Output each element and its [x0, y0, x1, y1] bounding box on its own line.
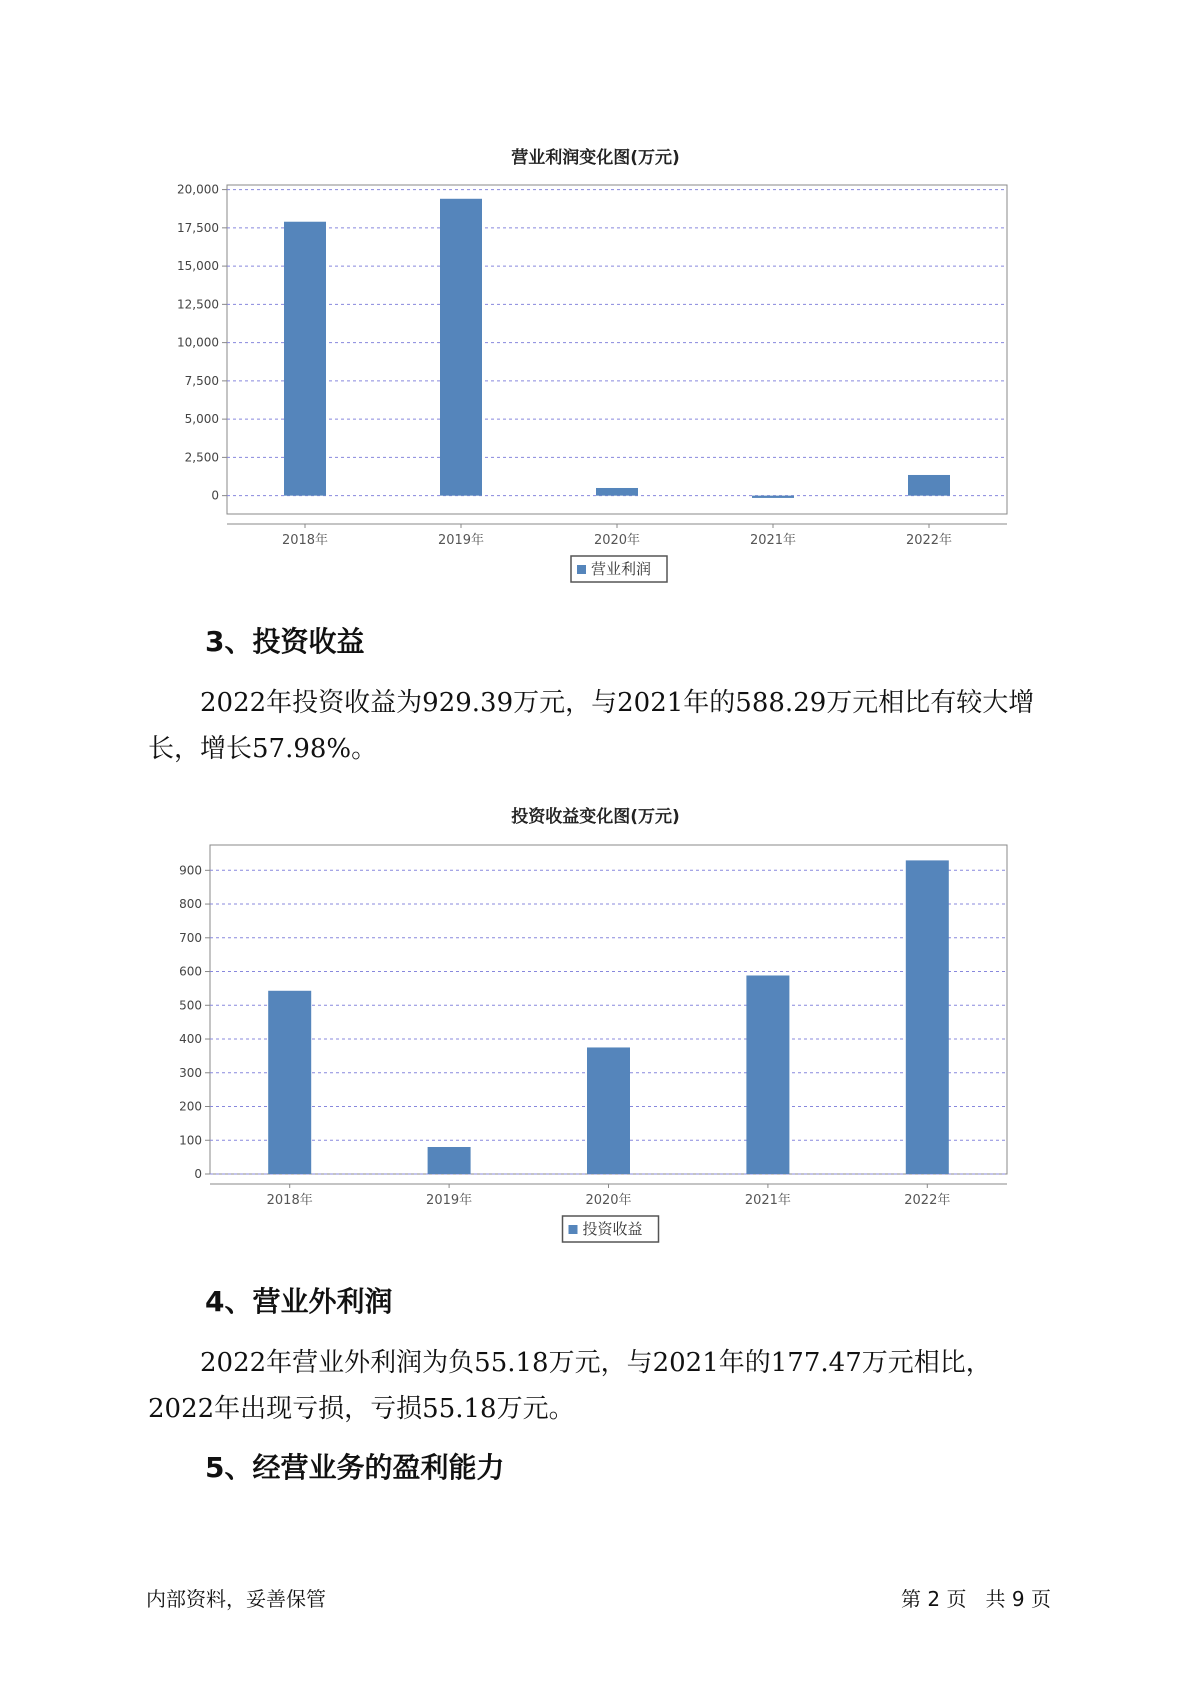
chart1-title: 营业利润变化图(万元) — [511, 148, 680, 168]
chart2-title: 投资收益变化图(万元) — [511, 807, 680, 827]
y-tick-label: 500 — [179, 998, 202, 1013]
y-tick-label: 300 — [179, 1065, 202, 1080]
y-tick-label: 12,500 — [177, 297, 219, 312]
bar — [268, 991, 311, 1174]
y-tick-label: 2,500 — [184, 450, 219, 465]
bar — [428, 1147, 471, 1174]
y-tick-label: 0 — [211, 488, 219, 503]
section-3-heading: 3、投资收益 — [205, 625, 365, 658]
x-tick-label: 2019年 — [426, 1193, 473, 1208]
y-tick-label: 600 — [179, 964, 202, 979]
footer-page-number: 第 2 页 共 9 页 — [901, 1587, 1051, 1611]
section-5-heading: 5、经营业务的盈利能力 — [205, 1451, 505, 1484]
y-tick-label: 17,500 — [177, 220, 219, 235]
y-tick-label: 800 — [179, 897, 202, 912]
section-3-paragraph: 2022年投资收益为929.39万元，与2021年的588.29万元相比有较大增长，增长57.98%。 — [148, 688, 1035, 764]
x-tick-label: 2018年 — [266, 1193, 313, 1208]
y-tick-label: 15,000 — [177, 259, 219, 274]
y-tick-label: 400 — [179, 1032, 202, 1047]
x-tick-label: 2022年 — [905, 533, 953, 548]
y-tick-label: 7,500 — [184, 373, 219, 388]
x-tick-label: 2021年 — [749, 533, 797, 548]
bar — [587, 1047, 630, 1174]
y-tick-label: 20,000 — [177, 182, 219, 197]
footer-confidential-note: 内部资料，妥善保管 — [146, 1587, 326, 1611]
legend-swatch — [569, 1225, 578, 1234]
y-tick-label: 900 — [179, 863, 202, 878]
x-tick-label: 2019年 — [437, 533, 485, 548]
x-tick-label: 2022年 — [904, 1193, 951, 1208]
bar — [906, 860, 949, 1174]
y-tick-label: 5,000 — [184, 412, 219, 427]
x-tick-label: 2021年 — [744, 1193, 791, 1208]
y-tick-label: 10,000 — [177, 335, 219, 350]
x-tick-label: 2020年 — [585, 1193, 632, 1208]
y-tick-label: 0 — [194, 1167, 202, 1181]
section-4-paragraph: 2022年营业外利润为负55.18万元，与2021年的177.47万元相比，2022年出现亏损，亏损55.18万元。 — [148, 1348, 992, 1424]
y-tick-label: 700 — [179, 930, 202, 945]
y-tick-label: 200 — [179, 1099, 202, 1114]
legend-label: 营业利润 — [591, 560, 652, 578]
x-tick-label: 2020年 — [593, 533, 641, 548]
y-tick-label: 100 — [179, 1133, 202, 1148]
x-tick-label: 2018年 — [281, 533, 329, 548]
section-4-heading: 4、营业外利润 — [205, 1285, 393, 1318]
bar — [746, 975, 789, 1174]
legend-label: 投资收益 — [582, 1220, 643, 1238]
